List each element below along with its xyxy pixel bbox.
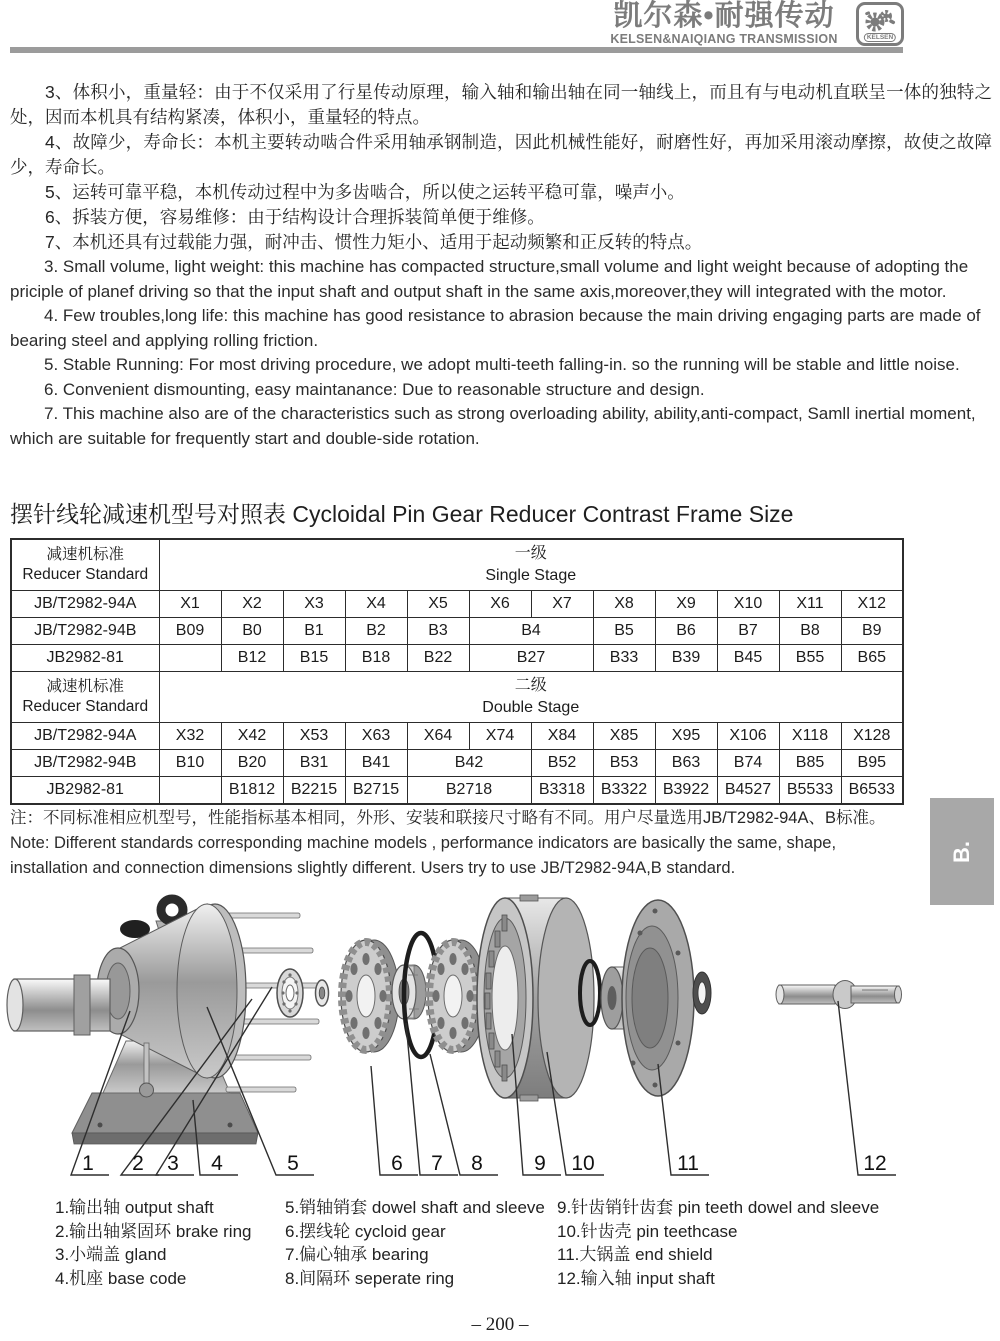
model-cell: B15 (283, 645, 345, 672)
gear-dog-icon (862, 7, 898, 33)
end-shield (601, 900, 694, 1096)
model-cell: X106 (717, 723, 779, 750)
spacer-washer (316, 980, 329, 1006)
feature-cn-6: 6、拆装方便，容易维修：由于结构设计合理拆装简单便于维修。 (45, 207, 545, 227)
model-cell: X74 (469, 723, 531, 750)
corner-cn: 减速机标准 (46, 678, 124, 695)
parts-legend (55, 1196, 975, 1290)
model-cell: X64 (407, 723, 469, 750)
single-stage-cell (159, 539, 903, 591)
model-cell: B45 (717, 645, 779, 672)
part-numbers (82, 1152, 887, 1175)
part-item: 5.销轴销套 dowel shaft and sleeve (285, 1198, 545, 1217)
model-cell: B8 (779, 618, 841, 645)
model-cell: B74 (717, 750, 779, 777)
part-number-12: 12 (863, 1152, 887, 1175)
double-stage-cell (159, 672, 903, 723)
model-cell: B33 (593, 645, 655, 672)
page-number: – 200 – (471, 1314, 529, 1335)
model-cell: B5533 (779, 777, 841, 805)
part-number-5: 5 (287, 1152, 299, 1175)
table-row (11, 777, 903, 805)
part-item: 11.大锅盖 end shield (557, 1245, 713, 1264)
page-header (598, 2, 904, 46)
section-tab-label: B. (949, 840, 974, 863)
part-number-9: 9 (534, 1152, 546, 1175)
table-row (11, 750, 903, 777)
model-cell: B3322 (593, 777, 655, 805)
model-cell: B20 (221, 750, 283, 777)
part-item: 12.输入轴 input shaft (557, 1268, 715, 1288)
model-cell (159, 645, 221, 672)
model-cell: X95 (655, 723, 717, 750)
model-cell: B2215 (283, 777, 345, 805)
brand-block (598, 2, 850, 46)
part-item: 4.机座 base code (55, 1268, 187, 1288)
model-cell: X85 (593, 723, 655, 750)
feature-en-5: 5. Stable Running: For most driving procedure, we adopt multi-teeth falling-in. so the running will be stable and little noise. (44, 355, 960, 374)
double-stage-cn: 二级 (514, 677, 547, 694)
model-contrast-table (10, 538, 904, 805)
part-item: 7.偏心轴承 bearing (285, 1245, 429, 1264)
model-cell: X11 (779, 591, 841, 618)
exploded-view-diagram (0, 893, 1000, 1193)
feature-en-6: 6. Convenient dismounting, easy maintanance: Due to reasonable structure and design. (44, 379, 705, 399)
model-cell: B22 (407, 645, 469, 672)
model-cell: X6 (469, 591, 531, 618)
part-item: 8.间隔环 seperate ring (285, 1268, 455, 1288)
part-number-11: 11 (677, 1152, 699, 1175)
brand-title-en: KELSEN&NAIQIANG TRANSMISSION (610, 32, 838, 46)
model-cell: X32 (159, 723, 221, 750)
parts-column-2 (285, 1196, 557, 1290)
part-item: 3.小端盖 gland (55, 1245, 167, 1264)
feature-en-7: 7. This machine also are of the characteristics such as strong overloading ability, ability,anti-compact, Samll inertial moment, which are suitable for frequently start and double-side rotation. (10, 404, 976, 448)
model-cell: B39 (655, 645, 717, 672)
model-cell: X128 (841, 723, 903, 750)
model-cell: B63 (655, 750, 717, 777)
table-row (11, 618, 903, 645)
model-cell: X63 (345, 723, 407, 750)
feature-en-4: 4. Few troubles,long life: this machine has good resistance to abrasion because the main driving engaging parts are made of bearing steel and applying rolling friction. (10, 306, 981, 350)
eccentric-bearing (392, 965, 426, 1019)
reducer-assembly (7, 899, 319, 1144)
model-cell: X4 (345, 591, 407, 618)
part-number-2: 2 (132, 1152, 144, 1175)
standard-cell: JB2982-81 (11, 777, 159, 805)
corner-en: Reducer Standard (22, 566, 149, 583)
part-number-3: 3 (167, 1152, 179, 1175)
model-cell: B3 (407, 618, 469, 645)
model-cell: X5 (407, 591, 469, 618)
model-cell: B6533 (841, 777, 903, 805)
parts-column-3 (557, 1196, 957, 1290)
notes-block (10, 806, 918, 881)
retaining-ring (693, 972, 711, 1014)
section-tab-b (930, 798, 994, 905)
model-cell: X3 (283, 591, 345, 618)
model-cell: X9 (655, 591, 717, 618)
model-cell: B85 (779, 750, 841, 777)
standard-cell: JB/T2982-94A (11, 723, 159, 750)
standard-cell: JB/T2982-94B (11, 618, 159, 645)
model-cell (159, 777, 221, 805)
model-cell: B3922 (655, 777, 717, 805)
model-cell: B52 (531, 750, 593, 777)
model-cell: X1 (159, 591, 221, 618)
cycloid-gear-1 (341, 940, 399, 1052)
model-cell: B41 (345, 750, 407, 777)
output-shaft (7, 975, 110, 1035)
model-cell: B7 (717, 618, 779, 645)
model-cell: B10 (159, 750, 221, 777)
model-cell: X53 (283, 723, 345, 750)
note-cn: 注：不同标准相应机型号，性能指标基本相同，外形、安装和联接尺寸略有不同。用户尽量选用JB/T2982-94A、B标准。 (10, 809, 886, 827)
part-number-4: 4 (211, 1152, 223, 1175)
model-cell: B2718 (407, 777, 531, 805)
model-cell: X42 (221, 723, 283, 750)
single-stage-en: Single Stage (485, 567, 577, 584)
model-cell: B3318 (531, 777, 593, 805)
part-item: 1.输出轴 output shaft (55, 1198, 214, 1217)
part-number-7: 7 (431, 1152, 443, 1175)
part-number-6: 6 (391, 1152, 403, 1175)
section-title: 摆针线轮减速机型号对照表 Cycloidal Pin Gear Reducer Contrast Frame Size (10, 501, 794, 527)
model-cell: B2715 (345, 777, 407, 805)
model-cell: B5 (593, 618, 655, 645)
part-number-1: 1 (82, 1152, 94, 1175)
model-cell: B09 (159, 618, 221, 645)
model-cell: B1 (283, 618, 345, 645)
feature-cn-5: 5、运转可靠平稳，本机传动过程中为多齿啮合，所以使之运转平稳可靠，噪声小。 (45, 182, 685, 202)
standard-cell: JB/T2982-94B (11, 750, 159, 777)
model-cell: B42 (407, 750, 531, 777)
model-cell: B53 (593, 750, 655, 777)
model-cell: B0 (221, 618, 283, 645)
feature-en-3: 3. Small volume, light weight: this machine has compacted structure,small volume and light weight because of adopting the priciple of planef driving so that the input shaft and output shaft in the same axis,moreover,they will integrated with the motor. (10, 257, 969, 301)
model-cell: B27 (469, 645, 593, 672)
standard-cell: JB2982-81 (11, 645, 159, 672)
part-number-8: 8 (471, 1152, 483, 1175)
model-cell: B18 (345, 645, 407, 672)
model-cell: B65 (841, 645, 903, 672)
part-item: 9.针齿销针齿套 pin teeth dowel and sleeve (557, 1198, 880, 1217)
part-number-10: 10 (571, 1152, 595, 1175)
feature-cn-3: 3、体积小，重量轻：由于不仅采用了行星传动原理，输入轴和输出轴在同一轴线上，而且有与电动机直联呈一体的独特之处，因而本机具有结构紧凑，体积小，重量轻的特点。 (10, 82, 992, 127)
table-row (11, 723, 903, 750)
model-cell: B6 (655, 618, 717, 645)
brand-title-cn: 凯尔森•耐强传动 (613, 0, 835, 32)
model-cell: B1812 (221, 777, 283, 805)
model-cell: B31 (283, 750, 345, 777)
kelsen-logo-text: KELSEN (864, 33, 896, 42)
feature-cn-7: 7、本机还具有过载能力强，耐冲击、惯性力矩小、适用于起动频繁和正反转的特点。 (45, 232, 703, 252)
corner-en: Reducer Standard (22, 698, 149, 715)
parts-column-1 (55, 1196, 285, 1290)
model-cell: X2 (221, 591, 283, 618)
model-cell: B4527 (717, 777, 779, 805)
single-stage-cn: 一级 (514, 545, 547, 562)
pin-teethcase (477, 895, 594, 1101)
double-stage-header-row (11, 672, 903, 723)
model-cell: B9 (841, 618, 903, 645)
model-cell: B4 (469, 618, 593, 645)
header-divider (10, 47, 903, 53)
corner-cell (11, 539, 159, 591)
single-stage-header-row (11, 539, 903, 591)
table-row (11, 591, 903, 618)
note-en: Note: Different standards corresponding machine models , performance indicators are basically the same, shape, installation and connection dimensions slightly different. Users try to use JB/T2982-94A,B standard. (10, 834, 837, 877)
standard-cell: JB/T2982-94A (11, 591, 159, 618)
kelsen-logo (856, 2, 904, 46)
feature-text (10, 80, 992, 451)
model-cell: X118 (779, 723, 841, 750)
model-cell: X12 (841, 591, 903, 618)
model-cell: B2 (345, 618, 407, 645)
double-stage-en: Double Stage (482, 699, 580, 716)
model-cell: B95 (841, 750, 903, 777)
model-cell: B12 (221, 645, 283, 672)
corner-cn: 减速机标准 (46, 546, 124, 563)
corner-cell (11, 672, 159, 723)
part-item: 6.摆线轮 cycloid gear (285, 1221, 446, 1241)
feature-cn-4: 4、故障少，寿命长：本机主要转动啮合件采用轴承钢制造，因此机械性能好，耐磨性好，再加采用滚动摩擦，故使之故障少，寿命长。 (10, 132, 992, 177)
model-cell: X10 (717, 591, 779, 618)
model-cell: B55 (779, 645, 841, 672)
model-cell: X7 (531, 591, 593, 618)
part-item: 10.针齿壳 pin teethcase (557, 1221, 738, 1241)
part-item: 2.输出轴紧固环 brake ring (55, 1221, 252, 1241)
ball-bearing (277, 969, 303, 1017)
model-cell: X84 (531, 723, 593, 750)
model-cell: X8 (593, 591, 655, 618)
table-row (11, 645, 903, 672)
